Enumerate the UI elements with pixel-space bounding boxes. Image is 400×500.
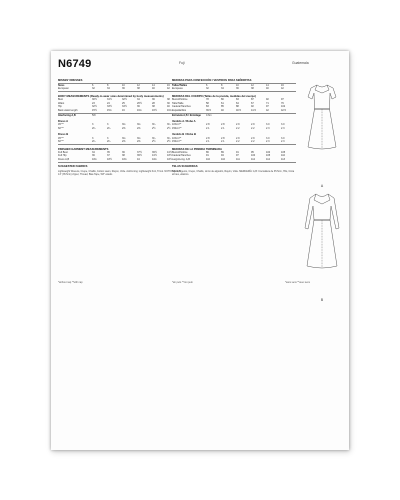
row-label: 60"** [58,126,64,130]
cell-value: 37½ [137,150,142,154]
cell-value: 86 [206,150,209,154]
cell-value: 33½ [107,105,112,109]
cell-value: 41½ [152,154,157,158]
cell-value: 30½ [92,98,97,102]
cell-value: 32½ [122,98,127,102]
size-value: 10 [236,84,239,88]
cell-value: 32½ [92,105,97,109]
cell-value: 58 [206,101,209,105]
dress-a-drawing [300,79,344,179]
european-row: European 32 34 36 38 40 42 [58,87,184,90]
cell-value: 110 [221,157,225,161]
cell-value: 36 [92,154,95,158]
cell-value: 16½ [152,108,157,112]
cell-value: 110 [206,157,210,161]
row-label: Talle/Taille [172,101,184,105]
size-value: 38 [251,87,254,91]
cell-value: 83 [236,98,239,102]
cell-value: 105 [281,150,286,154]
row-label: Busto/Poitrine [172,98,188,102]
size-value: 12 [137,84,140,88]
cell-value: 3¼ [152,123,156,127]
cell-value: 40.5 [236,108,241,112]
cell-value: 15¾ [107,108,112,112]
size-value: 40 [266,87,269,91]
row-label: Dress A,B [58,157,70,161]
cell-value: 2⅜ [137,140,141,143]
row-label: 150cm** [172,140,182,143]
dress-a-rows [172,123,296,130]
row-label: Back waist length [58,108,78,112]
cell-value: 89 [221,150,224,154]
row-label: Full Hip [58,154,67,158]
cell-value: 2.8 [206,136,210,140]
cell-value: 2.8 [221,123,225,127]
figure-a-label: A [320,184,324,188]
cell-value: 3¼ [167,136,171,140]
footer-note-fr: *sans sens **avec sens [285,281,310,284]
footer-note-en: *without nap **with nap [58,281,83,284]
cell-value: 2.9 [251,123,255,127]
size-value: 12 [251,84,254,88]
spanish-chart [172,76,296,176]
cell-value: 2.9 [236,136,240,140]
cell-value: 43½ [167,154,172,158]
notions-text: Lightweight Wovens, Crepe, Challis, Cotton Lawn, Rayon, Voile. Add Lining: Lightweight Knit, Tricot. NOTIONS: A,B: 14" (35.5cm) zipper, Thread, Bias Tape, 5/8" elastic. [58,170,182,177]
cell-value: 34 [92,150,95,154]
cell-value: 2.1 [221,126,225,130]
dress-b-title: Dress B [58,133,69,137]
cell-value: 92 [266,98,269,102]
cell-value: 3 [107,136,109,140]
european-row: Europeas 32 34 36 38 40 42 [172,87,296,90]
cell-value: 2¼ [107,140,111,143]
row-label: Cadera/Hanches [172,105,191,109]
notions-title: TELAS SUGERIDAS [172,165,198,169]
cell-value: 97 [266,105,269,109]
row-label: 115cm** [172,136,182,140]
cell-value: 2.2 [236,140,240,143]
size-value: 42 [281,87,284,91]
cell-value: 67 [251,101,254,105]
notions-text: Tejidos ligeros, Crepé, Challis, Linón de algodón, Rayón, Voile. MERCERÍA: A,B: Cremallera de 35.5cm, Hilo, Cinta al bies, elástico. [172,170,295,177]
interfacing-row: Entretela A,B / Entoilage 0.6m [172,113,212,117]
figure-b-label: B [320,298,324,302]
notions-title: SUGGESTED FABRICS [58,165,88,169]
row-label: Hip [58,105,62,109]
cell-value: 76 [281,101,284,105]
cell-value: 43½ [107,157,112,161]
dress-a-title: Vestido A / Robe A [172,120,196,124]
size-value: 32 [206,87,209,91]
cell-value: 2¼ [92,140,96,143]
row-label: Cadera/Hanches [172,154,191,158]
cell-value: 39½ [152,150,157,154]
cell-value: 105 [266,154,271,158]
dress-b-drawing [300,188,344,293]
size-value: 36 [236,87,239,91]
cell-value: 23 [92,101,95,105]
row-label: Waist [58,101,65,105]
cell-value: 2⅜ [137,126,141,130]
size-value: 34 [107,87,110,91]
cell-value: 3¼ [167,123,171,127]
cell-value: 112 [266,157,270,161]
cell-value: 102 [281,105,286,109]
cell-value: 2.8 [206,123,210,127]
footer-note-es: *sin pelo **con pelo [172,281,193,284]
cell-value: 97 [236,154,239,158]
cell-value: 2½ [167,140,171,143]
row-label: 150cm** [172,126,182,130]
table-row [172,158,296,161]
table-row [58,109,184,112]
body-measurements-title: MEDIDAS DEL CUERPO (Tallas de la prenda, medidas del cuerpo) [172,95,256,99]
dress-b-rows [172,137,296,144]
cell-value: 36 [122,150,125,154]
cell-value: 112 [251,157,255,161]
cell-value: 40 [167,105,170,109]
cell-value: 3.0 [266,136,270,140]
pattern-number: N6749 [58,58,92,70]
pattern-envelope-back [51,51,349,450]
row-label: 115cm** [172,123,182,127]
cell-value: 3¼ [152,136,156,140]
cell-value: 38 [122,154,125,158]
cell-value: 100 [266,150,271,154]
finished-title: FINISHED GARMENT MEASUREMENTS [58,147,109,151]
cell-value: 40 [221,108,224,112]
finished-title: MEDIDAS DE LA PRENDA TERMINADA [172,147,222,151]
cell-value: 2⅜ [122,140,126,143]
cell-value: 3.0 [266,123,270,127]
sizes-row: Sizes 6 8 10 12 14 16 [58,84,184,87]
size-value: 32 [92,87,95,91]
cell-value: 3⅛ [137,123,141,127]
dress-figures [300,79,344,302]
cell-value: 35 [107,150,110,154]
cell-value: 92 [251,105,254,109]
cell-value: 3 [107,123,109,127]
row-label: Largo/Long. A,B [172,157,190,161]
row-label: 60"** [58,140,64,143]
english-chart [58,76,184,176]
cell-value: 2.9 [236,123,240,127]
dress-a-title: Dress A [58,120,69,124]
cell-value: 30 [167,101,170,105]
size-value: 40 [152,87,155,91]
table-row [58,140,184,143]
cell-value: 2.1 [206,140,210,143]
cell-value: 2.2 [236,126,240,130]
cell-value: 3⅛ [122,123,126,127]
cell-value: 16¾ [167,108,172,112]
cell-value: 87 [251,98,254,102]
cell-value: 42.5 [281,108,286,112]
cell-value: 2⅜ [122,126,126,130]
cell-value: 78 [206,98,209,102]
cell-value: 83 [206,105,209,109]
table-row [58,127,184,130]
cell-value: 94 [221,154,224,158]
cell-value: 2.3 [281,126,285,130]
tag-es: Guatemala [292,61,309,65]
cell-value: 16¼ [137,108,142,112]
cell-value: 3⅛ [137,136,141,140]
cell-value: 38 [152,105,155,109]
size-value: 42 [167,87,170,91]
size-value: 8 [107,84,109,88]
cell-value: 2.1 [221,140,225,143]
cell-value: 2½ [152,140,156,143]
cell-value: 3 [92,136,94,140]
cell-value: 38 [167,98,170,102]
cell-value: 41½ [167,150,172,154]
size-value: 6 [92,84,94,88]
dress-b-rows [58,137,184,144]
cell-value: 91 [206,154,209,158]
cell-value: 34 [137,98,140,102]
measurement-rows [172,98,296,112]
cell-value: 2.8 [221,136,225,140]
header [58,57,342,75]
cell-value: 61 [221,101,224,105]
cell-value: 2¼ [92,126,96,130]
cell-value: 3⅛ [122,136,126,140]
interfacing-row: Interfacing A,B 5/8 [58,113,96,117]
size-value: 16 [167,84,170,88]
section-title: MEDIDAS PARA CONFECCIÓN / VESTIDOS PARA SEÑORITAS [172,79,252,82]
cell-value: 2½ [167,126,171,130]
cell-value: 42 [266,108,269,112]
cell-value: 80 [221,98,224,102]
tag-en: Fuji [179,61,185,65]
cell-value: 2.3 [281,140,285,143]
table-row [172,140,296,143]
size-value: 16 [281,84,284,88]
size-value: 34 [221,87,224,91]
row-label: Espalda/Dos [172,108,187,112]
cell-value: 97 [281,98,284,102]
cell-value: 39.5 [206,108,211,112]
measurement-rows [58,98,184,112]
cell-value: 110 [281,154,285,158]
cell-value: 2.2 [251,126,255,130]
cell-value: 15½ [92,108,97,112]
cell-value: 2¼ [107,126,111,130]
cell-value: 2.9 [251,136,255,140]
cell-value: 34½ [122,105,127,109]
cell-value: 36 [152,98,155,102]
cell-value: 44¼ [152,157,157,161]
cell-value: 2.2 [251,140,255,143]
cell-value: 28 [152,101,155,105]
table-row [172,109,296,112]
cell-value: 43¾ [122,157,127,161]
cell-value: 25 [122,101,125,105]
finished-rows [172,151,296,161]
cell-value: 2½ [152,126,156,130]
cell-value: 71 [266,101,269,105]
cell-value: 36 [137,105,140,109]
cell-value: 24 [107,101,110,105]
body-measurements-title: BODY MEASUREMENTS (Ready-to-wear sizes determined by body measurements) [58,95,164,99]
cell-value: 2.1 [206,126,210,130]
cell-value: 85 [221,105,224,109]
size-value: 38 [137,87,140,91]
row-label: 45"** [58,136,64,140]
sizes-row: Tallas/Tailles 6 8 10 12 14 16 [172,84,296,87]
cell-value: 91 [236,150,239,154]
dress-a-rows [58,123,184,130]
cell-value: 37 [107,154,110,158]
cell-value: 2.3 [266,140,270,143]
cell-value: 26½ [137,101,142,105]
dress-b-title: Vestido B / Robe B [172,133,196,137]
cell-value: 95 [251,150,254,154]
row-label: Full Bust [58,150,68,154]
section-title: MISSES' DRESSES [58,79,83,82]
row-label: 45"** [58,123,64,127]
cell-value: 3.0 [281,136,285,140]
cell-value: 16 [122,108,125,112]
cell-value: 111 [236,157,240,161]
size-value: 14 [266,84,269,88]
cell-value: 100 [251,154,256,158]
cell-value: 113 [281,157,285,161]
table-row [58,158,184,161]
cell-value: 44 [137,157,140,161]
size-value: 8 [221,84,223,88]
table-row [172,127,296,130]
finished-rows [58,151,184,161]
size-value: 6 [206,84,208,88]
cell-value: 39½ [137,154,142,158]
cell-value: 43¼ [92,157,97,161]
size-value: 10 [122,84,125,88]
row-label: Busto/Poitrine [172,150,188,154]
size-value: 14 [152,84,155,88]
row-label: Bust [58,98,64,102]
cell-value: 2.3 [266,126,270,130]
cell-value: 44½ [167,157,172,161]
cell-value: 88 [236,105,239,109]
cell-value: 64 [236,101,239,105]
cell-value: 31½ [107,98,112,102]
cell-value: 3 [92,123,94,127]
cell-value: 3.0 [281,123,285,127]
size-value: 36 [122,87,125,91]
cell-value: 41.5 [251,108,256,112]
